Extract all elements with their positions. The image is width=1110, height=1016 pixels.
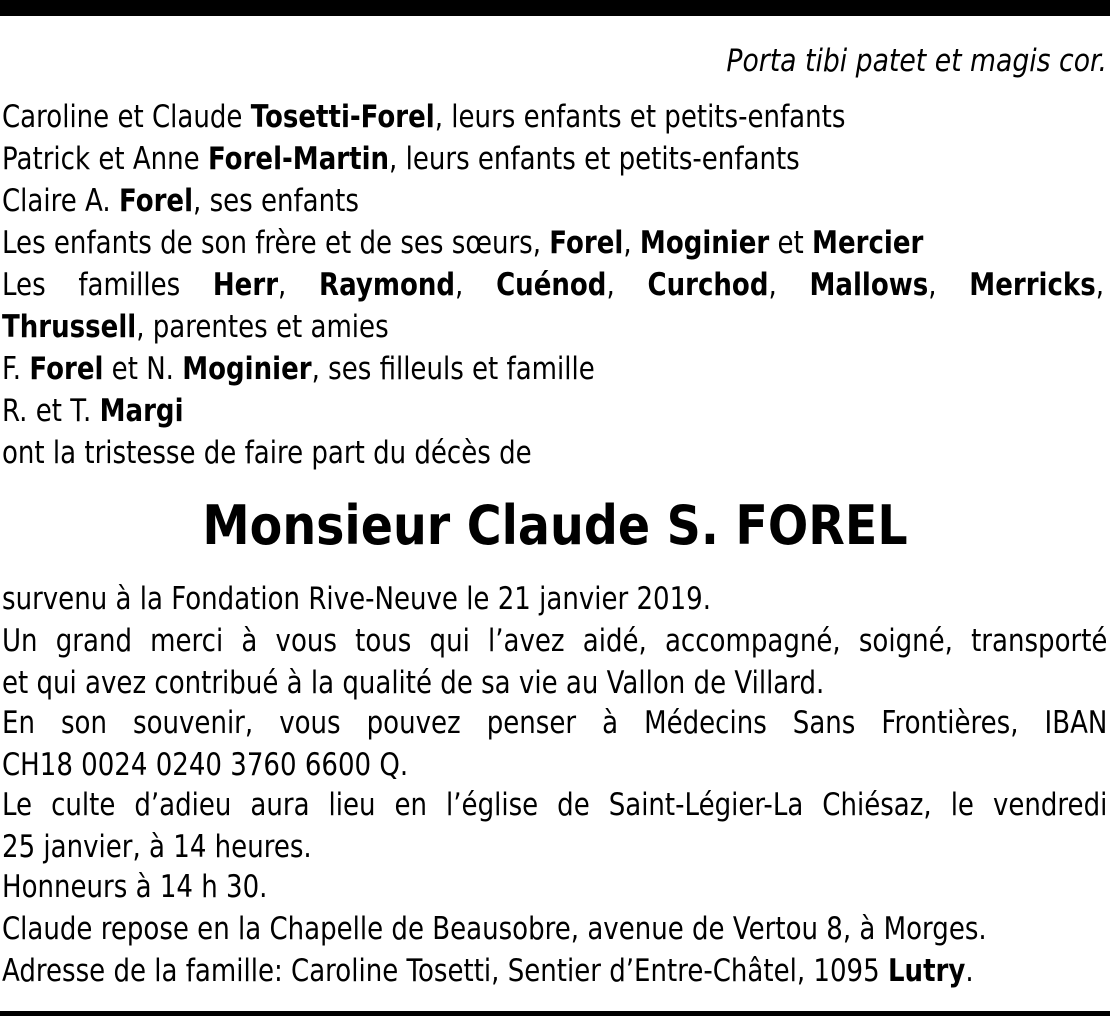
body-line-6: Le culte d’adieu aura lieu en l’église de Saint-Légier-La Chiésaz, le vendredi [2, 787, 1108, 823]
body-line-9: Claude repose en la Chapelle de Beausobre, avenue de Vertou 8, à Morges. [2, 911, 987, 947]
family-line-5: Les familles Herr, Raymond, Cuénod, Curchod, Mallows, Merricks, [2, 267, 1105, 303]
family-line-4: Les enfants de son frère et de ses sœurs, Forel, Moginier et Mercier [2, 225, 924, 261]
family-line-9: ont la tristesse de faire part du décès de [2, 435, 532, 471]
body-line-8: Honneurs à 14 h 30. [2, 869, 268, 905]
top-rule [0, 0, 1110, 16]
deceased-name-heading: Monsieur Claude S. FOREL [202, 494, 908, 557]
family-line-8: R. et T. Margi [2, 393, 184, 429]
body-line-3: et qui avez contribué à la qualité de sa vie au Vallon de Villard. [2, 665, 825, 701]
family-line-3: Claire A. Forel, ses enfants [2, 183, 359, 219]
body-line-10: Adresse de la famille: Caroline Tosetti, Sentier d’Entre-Châtel, 1095 Lutry. [2, 953, 974, 989]
body-line-2: Un grand merci à vous tous qui l’avez aidé, accompagné, soigné, transporté [2, 623, 1108, 659]
family-line-6: Thrussell, parentes et amies [2, 309, 389, 345]
body-line-1: survenu à la Fondation Rive-Neuve le 21 janvier 2019. [2, 581, 712, 617]
family-line-2: Patrick et Anne Forel-Martin, leurs enfants et petits-enfants [2, 141, 800, 177]
body-line-4: En son souvenir, vous pouvez penser à Médecins Sans Frontières, IBAN [2, 705, 1108, 741]
family-line-7: F. Forel et N. Moginier, ses filleuls et famille [2, 351, 595, 387]
body-line-7: 25 janvier, à 14 heures. [2, 829, 312, 865]
bottom-rule [0, 1011, 1110, 1016]
body-line-5: CH18 0024 0240 3760 6600 Q. [2, 747, 409, 783]
motto: Porta tibi patet et magis cor. [726, 43, 1107, 79]
family-line-1: Caroline et Claude Tosetti-Forel, leurs enfants et petits-enfants [2, 99, 846, 135]
